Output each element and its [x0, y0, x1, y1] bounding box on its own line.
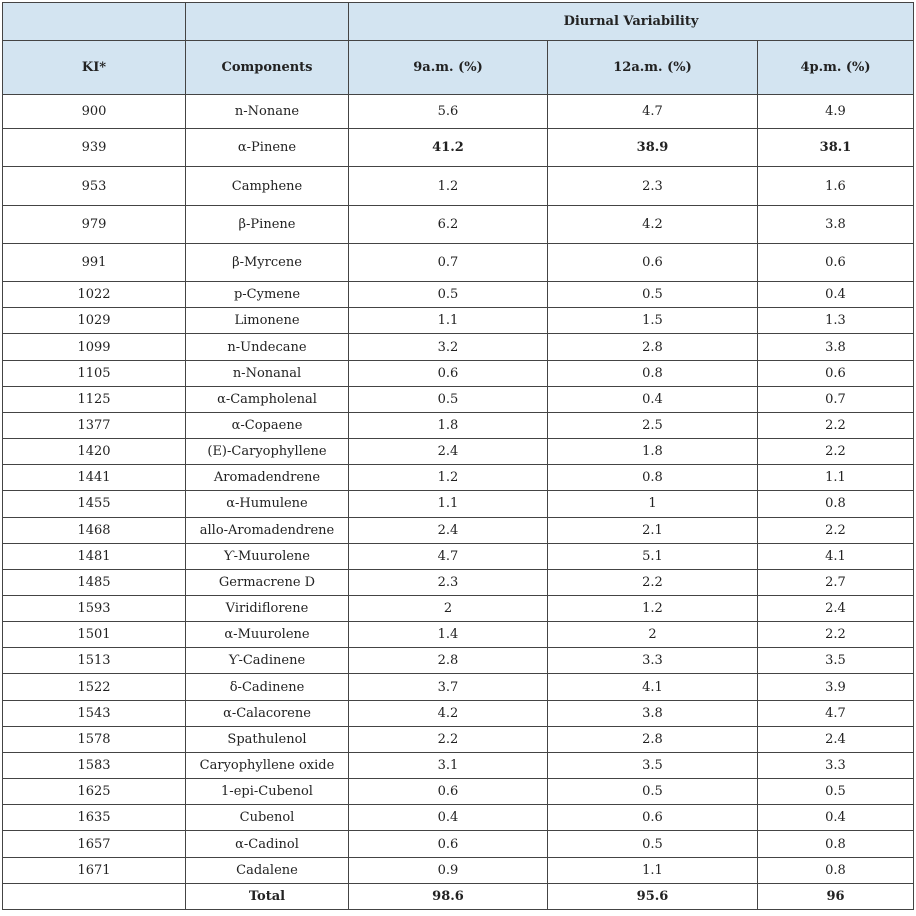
component-cell: p-Cymene: [186, 282, 349, 308]
header-ki: KI*: [3, 41, 186, 95]
value-4pm-cell: 4.9: [758, 95, 914, 129]
component-cell: Caryophyllene oxide: [186, 752, 349, 778]
component-cell: Aromadendrene: [186, 465, 349, 491]
value-4pm-cell: 3.5: [758, 648, 914, 674]
value-4pm-cell: 2.2: [758, 622, 914, 648]
table-row: [3, 205, 914, 243]
component-cell: Germacrene D: [186, 569, 349, 595]
component-cell: Spathulenol: [186, 726, 349, 752]
table-row: [3, 95, 914, 129]
value-4pm-cell: 1.6: [758, 167, 914, 205]
value-12am-cell: 0.5: [548, 282, 758, 308]
component-cell: δ-Cadinene: [186, 674, 349, 700]
total-empty-cell: [3, 883, 186, 909]
value-4pm-cell: 4.7: [758, 700, 914, 726]
total-row: [3, 883, 914, 909]
ki-cell: 953: [3, 167, 186, 205]
value-12am-cell: 0.4: [548, 386, 758, 412]
component-cell: 1-epi-Cubenol: [186, 779, 349, 805]
value-12am-cell: 2.1: [548, 517, 758, 543]
value-9am-cell: 1.1: [349, 308, 548, 334]
header-components: Components: [186, 41, 349, 95]
ki-cell: 1481: [3, 543, 186, 569]
value-4pm-cell: 0.8: [758, 831, 914, 857]
ki-cell: 1377: [3, 412, 186, 438]
ki-cell: 1029: [3, 308, 186, 334]
table-row: [3, 596, 914, 622]
value-9am-cell: 2: [349, 596, 548, 622]
component-cell: Cubenol: [186, 805, 349, 831]
ki-cell: 1468: [3, 517, 186, 543]
ki-cell: 1543: [3, 700, 186, 726]
value-4pm-cell: 4.1: [758, 543, 914, 569]
value-12am-cell: 0.8: [548, 465, 758, 491]
component-cell: α-Copaene: [186, 412, 349, 438]
value-4pm-cell: 3.3: [758, 752, 914, 778]
ki-cell: 1485: [3, 569, 186, 595]
value-9am-cell: 3.2: [349, 334, 548, 360]
value-4pm-cell: 0.4: [758, 805, 914, 831]
value-4pm-cell: 2.2: [758, 439, 914, 465]
value-12am-cell: 4.1: [548, 674, 758, 700]
ki-cell: 1125: [3, 386, 186, 412]
table-row: [3, 308, 914, 334]
component-cell: Ƴ-Cadinene: [186, 648, 349, 674]
component-cell: Camphene: [186, 167, 349, 205]
ki-cell: 979: [3, 205, 186, 243]
table-row: [3, 726, 914, 752]
value-12am-cell: 2: [548, 622, 758, 648]
table-row: [3, 412, 914, 438]
ki-cell: 1501: [3, 622, 186, 648]
table-row: [3, 386, 914, 412]
value-4pm-cell: 0.6: [758, 243, 914, 281]
component-cell: Cadalene: [186, 857, 349, 883]
table-row: [3, 465, 914, 491]
ki-cell: 1671: [3, 857, 186, 883]
table-row: [3, 857, 914, 883]
component-cell: n-Undecane: [186, 334, 349, 360]
value-9am-cell: 1.4: [349, 622, 548, 648]
component-cell: Viridiflorene: [186, 596, 349, 622]
table-row: [3, 622, 914, 648]
ki-cell: 1105: [3, 360, 186, 386]
value-9am-cell: 4.2: [349, 700, 548, 726]
component-cell: α-Humulene: [186, 491, 349, 517]
component-cell: α-Calacorene: [186, 700, 349, 726]
value-9am-cell: 0.7: [349, 243, 548, 281]
ki-cell: 939: [3, 129, 186, 167]
table-row: [3, 543, 914, 569]
ki-cell: 1455: [3, 491, 186, 517]
value-12am-cell: 2.5: [548, 412, 758, 438]
table-row: [3, 648, 914, 674]
value-9am-cell: 1.2: [349, 167, 548, 205]
value-9am-cell: 4.7: [349, 543, 548, 569]
table-row: [3, 167, 914, 205]
value-9am-cell: 0.5: [349, 282, 548, 308]
value-4pm-cell: 2.2: [758, 412, 914, 438]
component-cell: β-Myrcene: [186, 243, 349, 281]
value-9am-cell: 1.8: [349, 412, 548, 438]
component-cell: α-Cadinol: [186, 831, 349, 857]
ki-cell: 1522: [3, 674, 186, 700]
value-12am-cell: 0.5: [548, 831, 758, 857]
value-12am-cell: 2.8: [548, 726, 758, 752]
composition-table: [2, 2, 914, 910]
value-12am-cell: 1.5: [548, 308, 758, 334]
header-9am: 9a.m. (%): [349, 41, 548, 95]
total-12am: 95.6: [548, 883, 758, 909]
table-row: [3, 129, 914, 167]
ki-cell: 900: [3, 95, 186, 129]
value-4pm-cell: 1.3: [758, 308, 914, 334]
value-12am-cell: 5.1: [548, 543, 758, 569]
value-4pm-cell: 2.4: [758, 726, 914, 752]
value-9am-cell: 2.8: [349, 648, 548, 674]
header-12am: 12a.m. (%): [548, 41, 758, 95]
table-row: [3, 831, 914, 857]
component-cell: α-Pinene: [186, 129, 349, 167]
ki-cell: 1099: [3, 334, 186, 360]
table-row: [3, 334, 914, 360]
table-row: [3, 674, 914, 700]
value-4pm-cell: 0.8: [758, 857, 914, 883]
value-9am-cell: 2.4: [349, 439, 548, 465]
value-12am-cell: 0.6: [548, 805, 758, 831]
value-4pm-cell: 0.6: [758, 360, 914, 386]
header-4pm: 4p.m. (%): [758, 41, 914, 95]
table-row: [3, 779, 914, 805]
value-12am-cell: 1.1: [548, 857, 758, 883]
ki-cell: 1593: [3, 596, 186, 622]
component-cell: Limonene: [186, 308, 349, 334]
component-cell: β-Pinene: [186, 205, 349, 243]
value-9am-cell: 1.2: [349, 465, 548, 491]
value-12am-cell: 3.8: [548, 700, 758, 726]
value-9am-cell: 0.4: [349, 805, 548, 831]
value-4pm-cell: 3.9: [758, 674, 914, 700]
total-9am: 98.6: [349, 883, 548, 909]
ki-cell: 1441: [3, 465, 186, 491]
value-12am-cell: 1: [548, 491, 758, 517]
value-9am-cell: 0.6: [349, 831, 548, 857]
header-empty-1: [3, 3, 186, 41]
table-row: [3, 282, 914, 308]
value-12am-cell: 0.5: [548, 779, 758, 805]
value-4pm-cell: 3.8: [758, 205, 914, 243]
component-cell: n-Nonane: [186, 95, 349, 129]
value-9am-cell: 5.6: [349, 95, 548, 129]
table-row: [3, 700, 914, 726]
ki-cell: 991: [3, 243, 186, 281]
ki-cell: 1583: [3, 752, 186, 778]
value-9am-cell: 2.2: [349, 726, 548, 752]
value-4pm-cell: 2.2: [758, 517, 914, 543]
table-row: [3, 752, 914, 778]
value-12am-cell: 2.8: [548, 334, 758, 360]
table-row: [3, 517, 914, 543]
ki-cell: 1625: [3, 779, 186, 805]
value-9am-cell: 6.2: [349, 205, 548, 243]
value-12am-cell: 0.6: [548, 243, 758, 281]
table-row: [3, 439, 914, 465]
value-9am-cell: 0.5: [349, 386, 548, 412]
header-diurnal-variability: Diurnal Variability: [349, 3, 914, 41]
component-cell: α-Campholenal: [186, 386, 349, 412]
value-4pm-cell: 0.8: [758, 491, 914, 517]
value-4pm-cell: 0.7: [758, 386, 914, 412]
ki-cell: 1635: [3, 805, 186, 831]
table-body: [3, 95, 914, 910]
value-9am-cell: 2.4: [349, 517, 548, 543]
ki-cell: 1578: [3, 726, 186, 752]
table-row: [3, 805, 914, 831]
value-4pm-cell: 0.4: [758, 282, 914, 308]
value-4pm-cell: 3.8: [758, 334, 914, 360]
value-4pm-cell: 0.5: [758, 779, 914, 805]
value-12am-cell: 3.3: [548, 648, 758, 674]
component-cell: (E)-Caryophyllene: [186, 439, 349, 465]
component-cell: Ƴ-Muurolene: [186, 543, 349, 569]
value-12am-cell: 3.5: [548, 752, 758, 778]
ki-cell: 1657: [3, 831, 186, 857]
value-4pm-cell: 38.1: [758, 129, 914, 167]
table-row: [3, 243, 914, 281]
value-9am-cell: 0.6: [349, 360, 548, 386]
value-4pm-cell: 1.1: [758, 465, 914, 491]
value-9am-cell: 3.1: [349, 752, 548, 778]
value-12am-cell: 2.2: [548, 569, 758, 595]
value-9am-cell: 41.2: [349, 129, 548, 167]
value-9am-cell: 3.7: [349, 674, 548, 700]
value-12am-cell: 0.8: [548, 360, 758, 386]
component-cell: α-Muurolene: [186, 622, 349, 648]
table-row: [3, 569, 914, 595]
header-empty-2: [186, 3, 349, 41]
component-cell: n-Nonanal: [186, 360, 349, 386]
value-9am-cell: 0.9: [349, 857, 548, 883]
value-9am-cell: 0.6: [349, 779, 548, 805]
value-12am-cell: 4.2: [548, 205, 758, 243]
value-12am-cell: 1.2: [548, 596, 758, 622]
value-12am-cell: 1.8: [548, 439, 758, 465]
value-9am-cell: 1.1: [349, 491, 548, 517]
value-12am-cell: 38.9: [548, 129, 758, 167]
total-label: Total: [186, 883, 349, 909]
component-cell: allo-Aromadendrene: [186, 517, 349, 543]
value-12am-cell: 4.7: [548, 95, 758, 129]
ki-cell: 1022: [3, 282, 186, 308]
value-4pm-cell: 2.4: [758, 596, 914, 622]
ki-cell: 1513: [3, 648, 186, 674]
ki-cell: 1420: [3, 439, 186, 465]
value-12am-cell: 2.3: [548, 167, 758, 205]
total-4pm: 96: [758, 883, 914, 909]
value-4pm-cell: 2.7: [758, 569, 914, 595]
value-9am-cell: 2.3: [349, 569, 548, 595]
table-row: [3, 360, 914, 386]
table-row: [3, 491, 914, 517]
